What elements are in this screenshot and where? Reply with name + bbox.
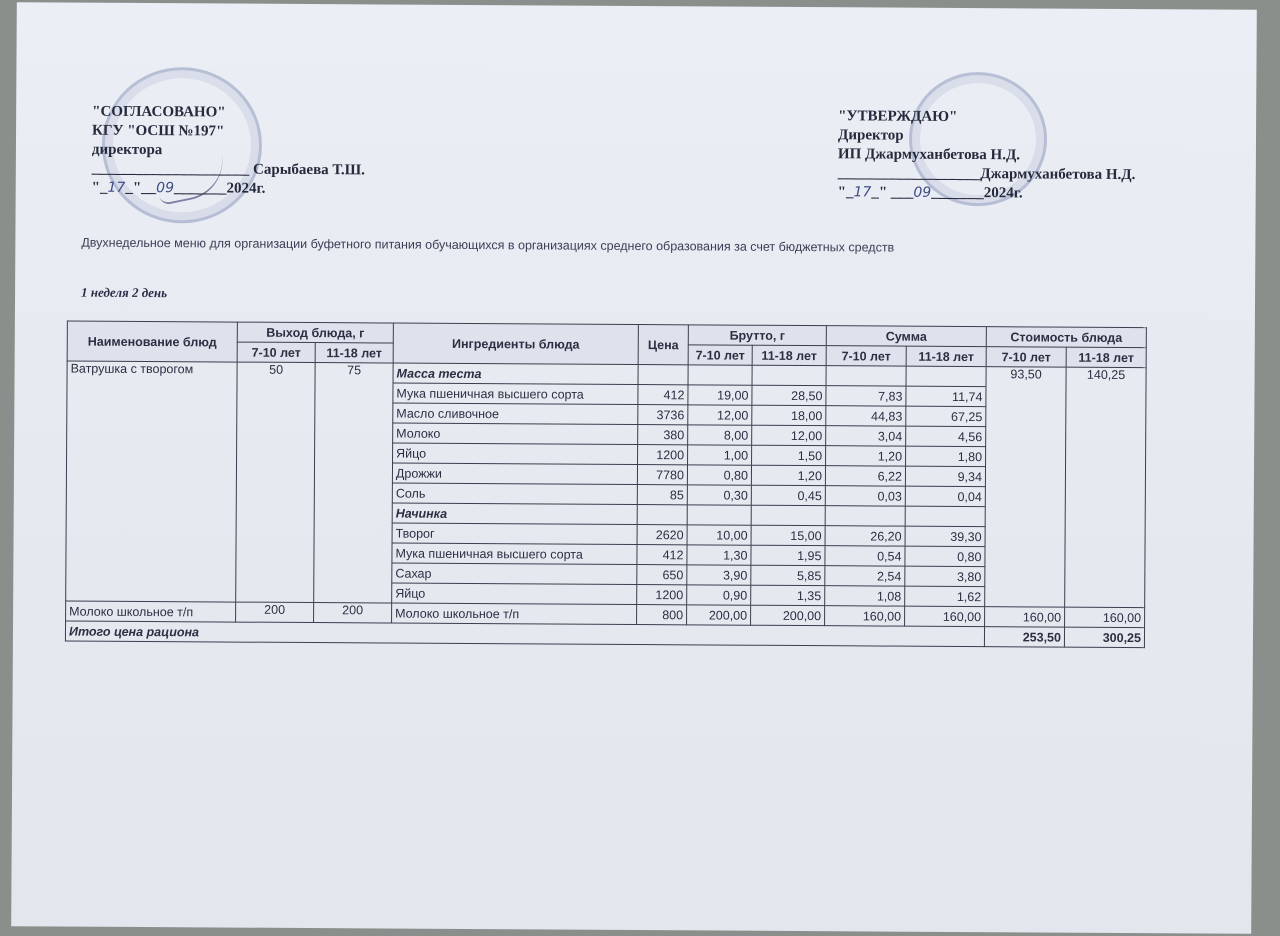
approval-left-name: Сарыбаева Т.Ш. [253,161,365,179]
brutto-age2: 200,00 [751,605,825,625]
brutto-age2: 1,95 [751,545,825,565]
brutto-age1: 1,30 [687,545,751,565]
ingredient-name: Молоко [393,423,638,444]
brutto-age1: 8,00 [688,425,752,445]
sum-age2: 67,25 [906,406,986,426]
brutto-age2: 15,00 [751,525,825,545]
dish-yield-age2: 200 [314,603,392,623]
total-label: Итого цена рациона [65,621,984,647]
sum-age1: 44,83 [826,406,906,426]
header-dish: Наименование блюд [67,321,237,362]
approval-right-org: ИП Джармуханбетова Н.Д. [837,146,1021,164]
brutto-age1 [687,505,751,525]
dish-cost-age1: 160,00 [985,607,1065,627]
header-price: Цена [638,325,688,365]
sum-age1: 1,08 [825,586,905,606]
ingredient-name: Творог [392,523,637,544]
ingredient-name: Молоко школьное т/п [392,603,637,624]
sum-age1: 0,03 [825,486,905,506]
header-cost-age2: 11-18 лет [1066,347,1146,367]
approval-right-name: Джармуханбетова Н.Д. [980,166,1136,184]
sum-age1: 6,22 [825,466,905,486]
ingredient-price [637,505,687,525]
sum-age2: 11,74 [906,386,986,406]
sum-age2: 1,62 [905,586,985,606]
header-ingredients: Ингредиенты блюда [393,323,638,364]
brutto-age1: 12,00 [688,405,752,425]
brutto-age1: 19,00 [688,385,752,405]
ingredient-name: Соль [392,483,637,504]
header-brutto: Брутто, г [688,325,826,346]
brutto-age2: 12,00 [752,425,826,445]
approval-left-month: 09 [156,180,175,197]
brutto-age2: 18,00 [752,405,826,425]
sum-age2: 39,30 [905,526,985,546]
ingredient-name: Мука пшеничная высшего сорта [392,543,637,564]
sum-age2: 0,80 [905,546,985,566]
ingredient-price: 412 [637,545,687,565]
ingredient-name: Дрожжи [392,463,637,484]
ingredient-name: Масса теста [393,363,638,384]
sum-age2: 160,00 [905,606,985,626]
header-yield-age1: 7-10 лет [237,342,315,362]
ingredient-price: 1200 [637,585,687,605]
ingredient-price: 2620 [637,525,687,545]
brutto-age1: 0,30 [687,485,751,505]
approval-block-left [92,103,366,200]
dish-yield-age1: 200 [236,602,314,622]
ingredient-price: 412 [638,385,688,405]
brutto-age1: 0,80 [687,465,751,485]
brutto-age2: 1,20 [751,465,825,485]
ingredient-price: 1200 [638,445,688,465]
sum-age2 [906,366,986,386]
menu-table [65,321,1147,649]
header-yield: Выход блюда, г [237,322,393,343]
brutto-age2 [752,365,826,385]
sum-age1: 7,83 [826,386,906,406]
sum-age1 [826,366,906,386]
ingredient-price [638,365,688,385]
dish-name: Молоко школьное т/п [66,601,236,622]
ingredient-name: Яйцо [392,583,637,604]
ingredient-price: 650 [637,565,687,585]
table-header-row [67,321,1146,348]
sum-age1: 26,20 [825,526,905,546]
dish-cost-age2: 160,00 [1065,607,1145,627]
sum-age2: 9,34 [905,466,985,486]
approval-left-title: "СОГЛАСОВАНО" [92,103,226,121]
approval-left-year: 2024г. [226,180,266,197]
brutto-age2: 1,50 [752,445,826,465]
approval-right-day: 17 [853,184,872,201]
ingredient-name: Начинка [392,503,637,524]
dish-yield-age2: 75 [314,363,393,603]
sum-age1: 2,54 [825,566,905,586]
header-sum: Сумма [826,326,986,347]
brutto-age1: 1,00 [688,445,752,465]
menu-subtitle: Двухнедельное меню для организации буфетного питания обучающихся в организациях среднего образования за счет бюджетных средств [81,235,895,255]
header-brutto-age2: 11-18 лет [752,345,826,365]
sum-age2: 1,80 [906,446,986,466]
ingredient-name: Масло сливочное [393,403,638,424]
approval-left-org: КГУ "ОСШ №197" [92,122,225,140]
header-cost: Стоимость блюда [986,327,1146,348]
document-page [11,2,1257,934]
sum-age2: 3,80 [905,566,985,586]
approval-left-day: 17 [107,179,126,196]
approval-right-date: "_17_" ___09_______2024г. [837,184,1023,202]
sum-age1: 3,04 [826,426,906,446]
week-day-label: 1 неделя 2 день [81,284,168,301]
brutto-age2: 1,35 [751,585,825,605]
approval-right-signer: ___________________Джармуханбетова Н.Д. [837,165,1136,184]
header-sum-age1: 7-10 лет [826,346,906,366]
ingredient-name: Яйцо [393,443,638,464]
dish-cost-age1: 93,50 [985,367,1066,607]
header-sum-age2: 11-18 лет [906,346,986,366]
ingredient-price: 380 [638,425,688,445]
sum-age1 [825,506,905,526]
brutto-age1: 3,90 [687,565,751,585]
header-yield-age2: 11-18 лет [315,343,393,363]
header-cost-age1: 7-10 лет [986,347,1066,367]
brutto-age1: 10,00 [687,525,751,545]
approval-right-position: Директор [837,127,904,144]
header-brutto-age1: 7-10 лет [688,345,752,365]
dish-cost-age2: 140,25 [1065,367,1146,607]
ingredient-price: 3736 [638,405,688,425]
sum-age2: 4,56 [906,426,986,446]
brutto-age1: 0,90 [687,585,751,605]
ingredient-name: Мука пшеничная высшего сорта [393,383,638,404]
approval-right-month: 09 [913,184,932,201]
total-age2: 300,25 [1064,627,1144,647]
ingredient-price: 85 [637,485,687,505]
sum-age1: 0,54 [825,546,905,566]
brutto-age2: 5,85 [751,565,825,585]
sum-age2 [905,506,985,526]
approval-left-date: "_17_"__09_______2024г. [91,179,266,197]
approval-right-title: "УТВЕРЖДАЮ" [838,108,958,125]
ingredient-price: 7780 [637,465,687,485]
brutto-age2: 0,45 [751,485,825,505]
dish-yield-age1: 50 [236,362,315,602]
sum-age1: 160,00 [825,606,905,626]
brutto-age2 [751,505,825,525]
brutto-age1: 200,00 [687,605,751,625]
approval-right-year: 2024г. [983,185,1023,202]
brutto-age1 [688,365,752,385]
approval-left-signer: _____________________ Сарыбаева Т.Ш. [91,160,365,179]
sum-age1: 1,20 [826,446,906,466]
ingredient-name: Сахар [392,563,637,584]
ingredient-price: 800 [637,605,687,625]
dish-name: Ватрушка с творогом [66,361,237,602]
approval-block-right [838,107,1136,204]
sum-age2: 0,04 [905,486,985,506]
approval-left-position: директора [91,141,163,159]
total-age1: 253,50 [984,627,1064,647]
brutto-age2: 28,50 [752,385,826,405]
